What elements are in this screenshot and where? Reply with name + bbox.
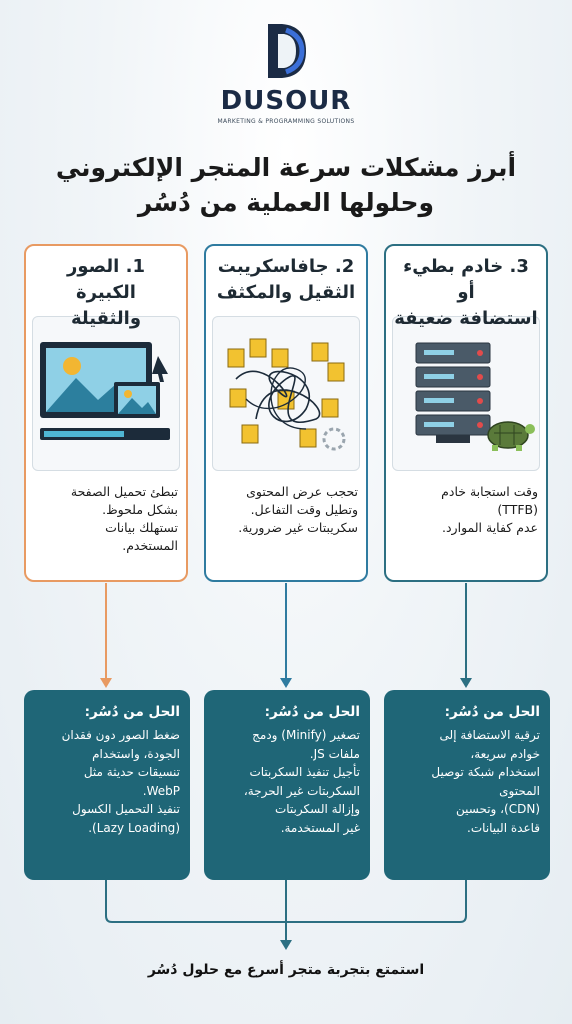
solution-line: وإزالة السكربتات — [274, 802, 360, 816]
problem-description-line: وقت استجابة خادم — [441, 484, 538, 499]
solution-line: تنسيقات حديثة مثل — [83, 765, 180, 779]
solution-line: استخدام شبكة توصيل — [431, 765, 540, 779]
problem-heading — [386, 246, 546, 329]
solution-line: ضغط الصور دون فقدان — [61, 728, 180, 742]
solution-line: تأجيل تنفيذ السكربتات — [249, 765, 360, 779]
problem-heading — [26, 246, 186, 329]
problem-description-line: المستخدم. — [122, 538, 178, 553]
problem-description-line: تحجب عرض المحتوى — [246, 484, 358, 499]
solution-box-javascript — [204, 690, 370, 880]
solution-title: الحل من دُسُر: — [264, 704, 360, 720]
solution-line: تنفيذ التحميل الكسول — [72, 802, 180, 816]
problem-description-line: وتطيل وقت التفاعل. — [250, 502, 358, 517]
large-images-icon — [32, 316, 180, 471]
solution-line: (CDN)، وتحسين — [455, 802, 540, 816]
problem-heading — [206, 246, 366, 316]
solution-box-server — [384, 690, 550, 880]
solution-title: الحل من دُسُر: — [84, 704, 180, 720]
problem-heading-line: 1. الصور الكبيرة — [67, 256, 145, 303]
problem-description-line: بشكل ملحوظ. — [102, 502, 178, 517]
problem-heading-line: الثقيل والمكثف — [216, 282, 356, 303]
solution-title: الحل من دُسُر: — [444, 704, 540, 720]
solution-line: تصغير (Minify) ودمج — [252, 728, 360, 742]
problem-description-line: تستهلك بيانات — [105, 520, 178, 535]
solution-line: قاعدة البيانات. — [467, 820, 540, 835]
page-title — [40, 150, 532, 220]
slow-server-turtle-icon — [392, 316, 540, 471]
footer-cta: استمتع بتجربة متجر أسرع مع حلول دُسُر — [147, 962, 425, 978]
solution-line: خوادم سريعة، — [470, 746, 540, 761]
solution-text — [214, 726, 360, 837]
solution-text — [394, 726, 540, 837]
title-line-2: وحلولها العملية من دُسُر — [137, 188, 435, 217]
problem-heading-line: 2. جافاسكريبت — [217, 256, 355, 277]
tangled-javascript-icon — [212, 316, 360, 471]
problem-heading-line: والثقيلة — [70, 308, 142, 329]
title-line-1: أبرز مشكلات سرعة المتجر الإلكتروني — [55, 153, 517, 182]
solution-line: المحتوى — [499, 783, 540, 798]
solution-line: غير المستخدمة. — [280, 820, 360, 835]
solution-line: السكربتات غير الحرجة، — [243, 783, 360, 798]
solution-line: WebP. — [142, 783, 180, 798]
solution-text — [34, 726, 180, 837]
problem-card-server — [384, 244, 548, 582]
solution-line: الجودة، واستخدام — [92, 746, 180, 761]
problem-description — [386, 471, 546, 537]
problem-card-javascript — [204, 244, 368, 582]
brand-tagline: MARKETING & PROGRAMMING SOLUTIONS — [217, 118, 355, 125]
problem-description-line: عدم كفاية الموارد. — [442, 520, 538, 535]
problem-description — [26, 471, 186, 555]
solution-line: ترقية الاستضافة إلى — [439, 728, 540, 742]
brand-logo — [0, 22, 572, 125]
problem-heading-line: استضافة ضعيفة — [394, 308, 538, 329]
problem-description — [206, 471, 366, 537]
problem-description-line: تبطئ تحميل الصفحة — [70, 484, 178, 499]
solution-line: (Lazy Loading). — [88, 820, 180, 835]
problem-card-images — [24, 244, 188, 582]
problem-heading-line: 3. خادم بطيء أو — [403, 256, 529, 303]
solution-line: ملفات JS. — [309, 746, 360, 761]
problem-description-line: سكريبتات غير ضرورية. — [238, 520, 358, 535]
problem-description-line: (TTFB) — [497, 502, 538, 517]
brand-name: DUSOUR — [220, 86, 352, 116]
solution-box-images — [24, 690, 190, 880]
dusour-logo-icon — [262, 22, 310, 80]
